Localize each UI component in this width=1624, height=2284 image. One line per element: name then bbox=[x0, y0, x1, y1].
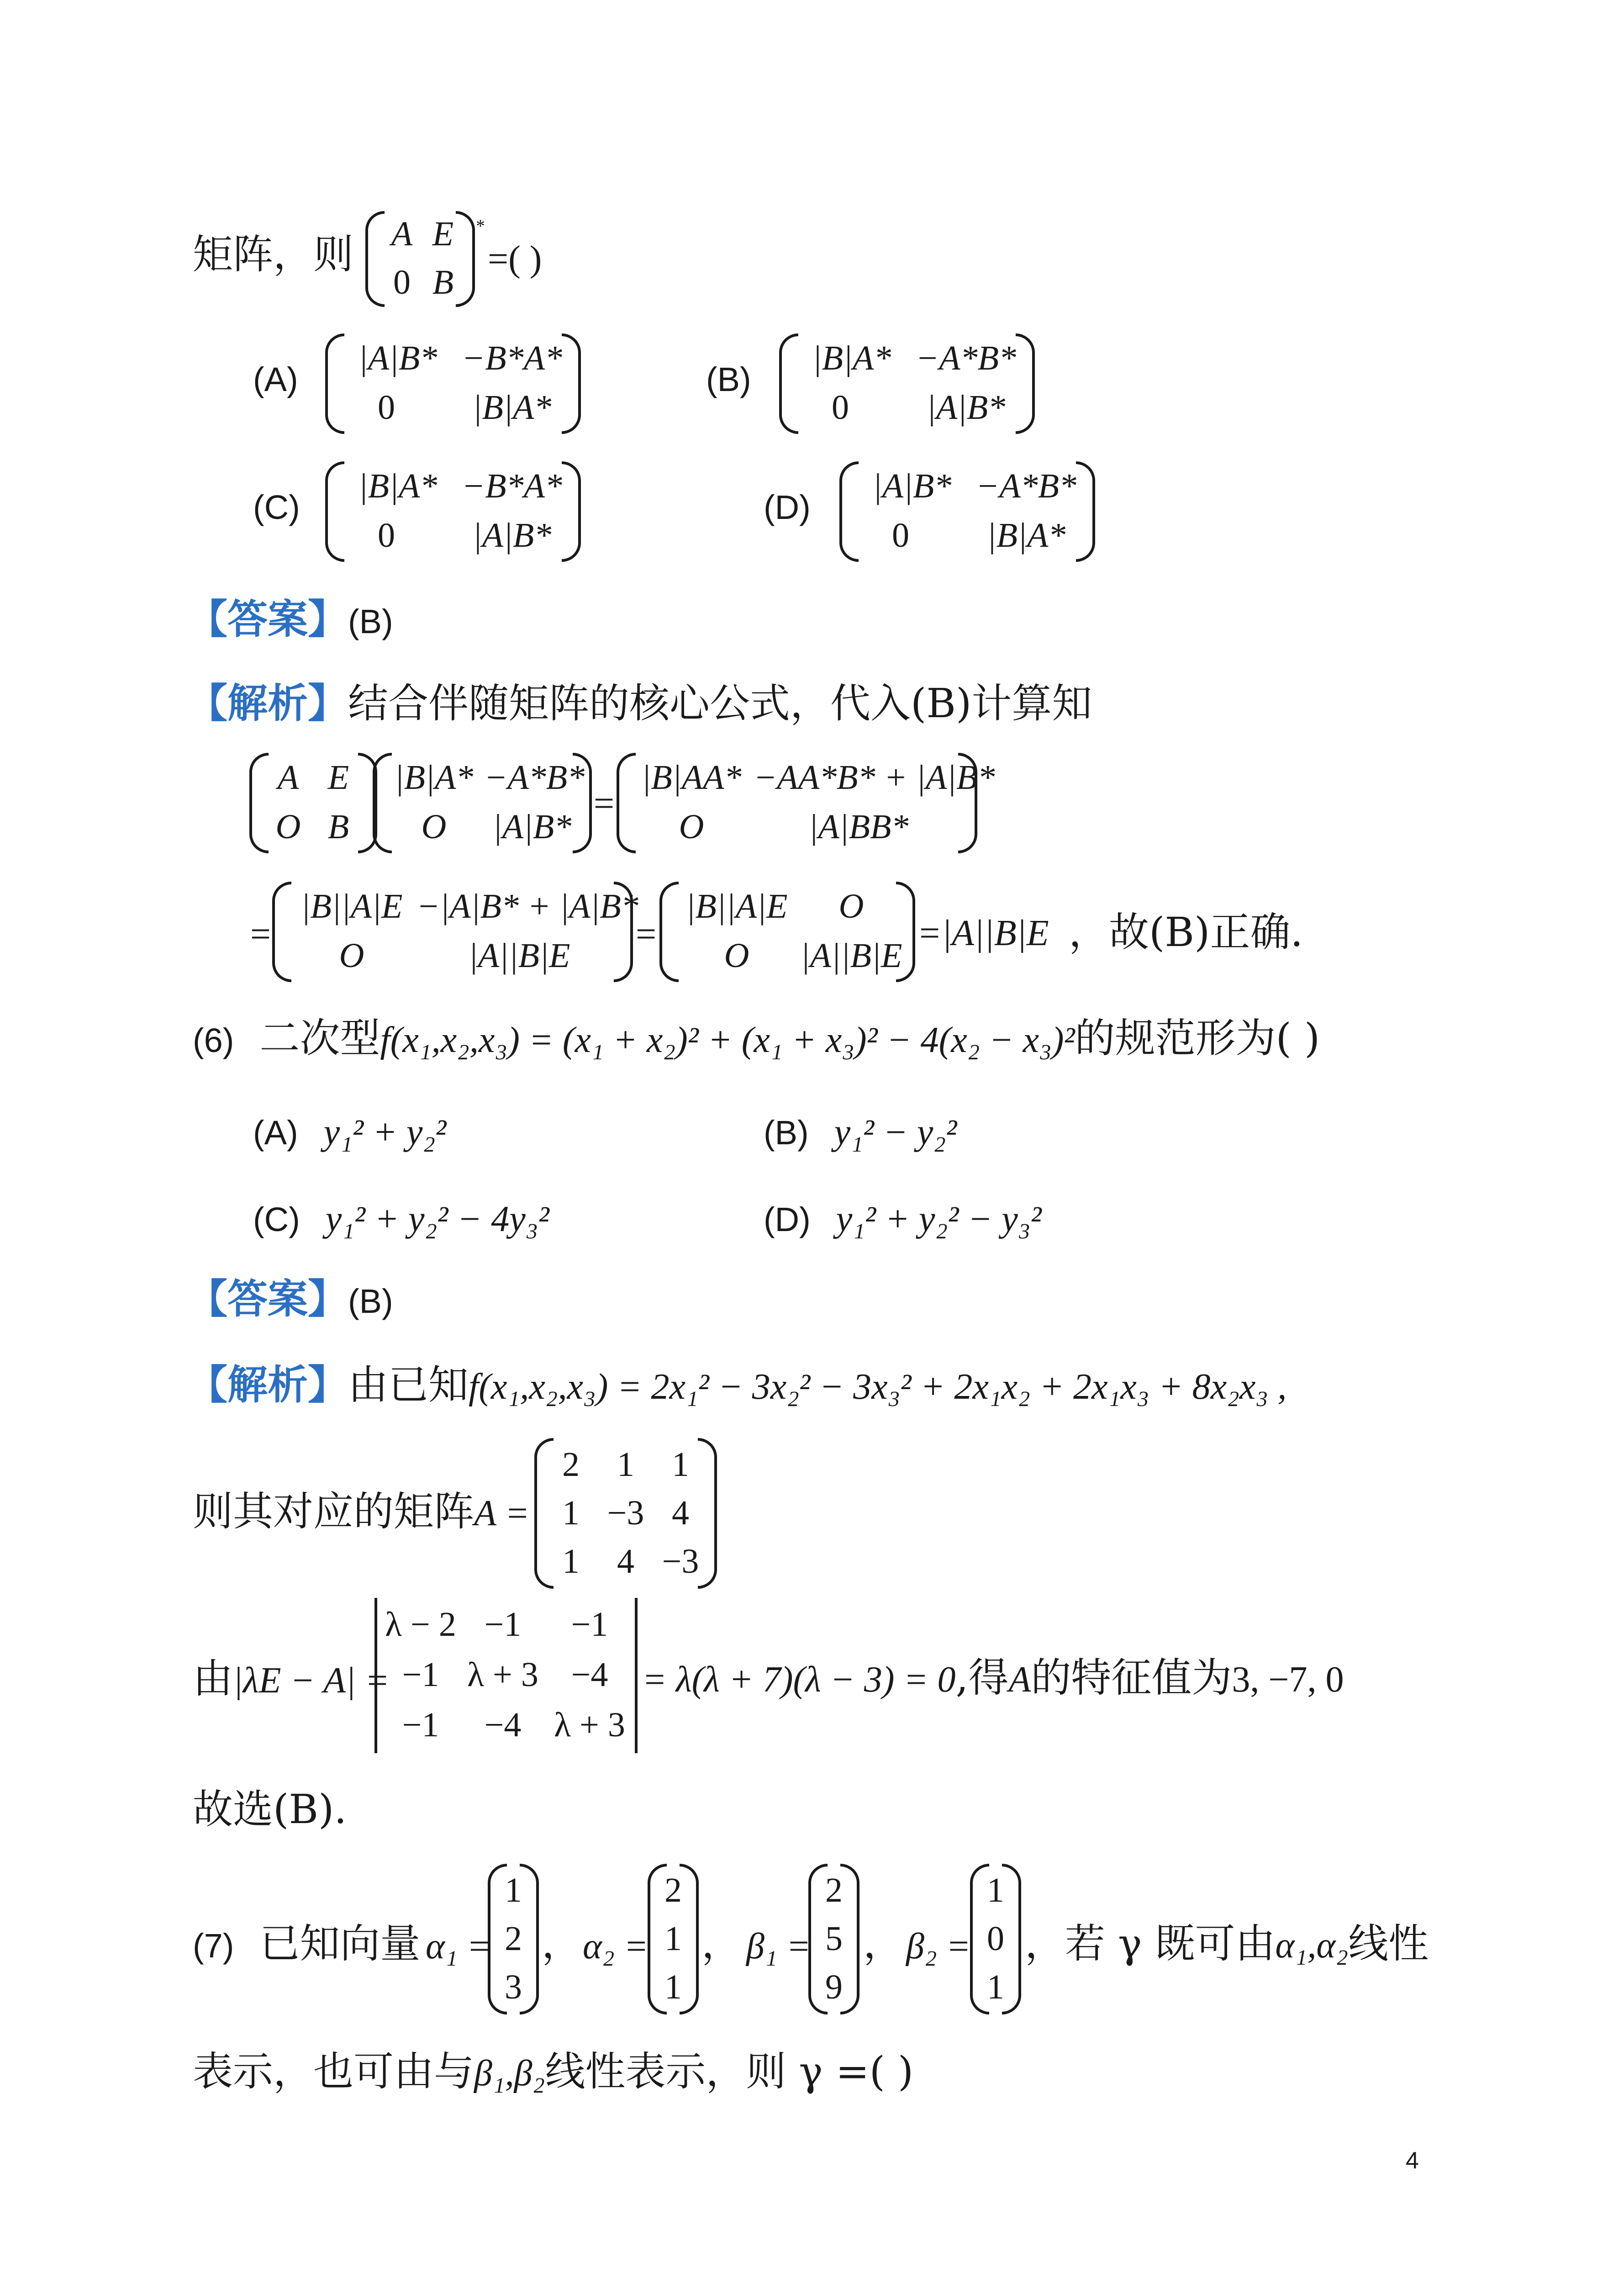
vector-name: α₂ = bbox=[583, 1926, 649, 1967]
matrix-cell: −1 bbox=[484, 1605, 522, 1644]
option-label: (A) bbox=[253, 1114, 298, 1152]
q6-number: (6) bbox=[193, 1021, 234, 1059]
vector-beta2 bbox=[970, 1864, 1021, 2014]
q6-det-result bbox=[642, 1653, 1344, 1705]
matrix-cell: |B||A|E bbox=[301, 887, 403, 925]
q7-line2 bbox=[193, 2046, 913, 2099]
matrix-cell: O bbox=[724, 936, 749, 975]
matrix-cell: −4 bbox=[484, 1706, 522, 1744]
eq2-tail: ，故(B)正确. bbox=[1069, 909, 1303, 956]
vector-entry: 2 bbox=[505, 1919, 522, 1958]
eq1-equals: = bbox=[594, 783, 615, 824]
q5-option-b-matrix bbox=[779, 333, 1035, 434]
matrix-cell: −A*B* bbox=[975, 467, 1077, 505]
q6-matrix-intro bbox=[193, 1486, 529, 1539]
q5-option-c-label: (C) bbox=[253, 488, 300, 526]
q6-option-d bbox=[764, 1192, 1042, 1245]
matrix-cell: O bbox=[679, 808, 704, 846]
matrix-cell: −|A|B* + |A|B* bbox=[417, 887, 638, 925]
vector-entry: 1 bbox=[664, 1968, 682, 2006]
vector-entry: 9 bbox=[825, 1968, 843, 2006]
q6-answer-line bbox=[187, 1274, 393, 1327]
matrix-intro-text: 则其对应的矩阵 bbox=[193, 1488, 475, 1535]
q6-determinant bbox=[373, 1598, 639, 1753]
matrix-cell: 4 bbox=[672, 1494, 689, 1532]
analysis-heading: 【解析】 bbox=[187, 679, 348, 727]
matrix-cell: E bbox=[432, 215, 454, 253]
matrix-cell: −1 bbox=[402, 1655, 439, 1694]
matrix-cell: 0 bbox=[393, 263, 411, 301]
vector-name: β₁ = bbox=[746, 1926, 811, 1967]
q6-conclusion: 故选(B). bbox=[193, 1786, 347, 1833]
det-rhs: = λ(λ + 7)(λ − 3) = 0 bbox=[642, 1660, 956, 1700]
vector-name: β₂ = bbox=[906, 1926, 971, 1967]
eq1-matrix-3 bbox=[617, 753, 995, 853]
q6-analysis-line bbox=[187, 1359, 1287, 1412]
matrix-cell: 1 bbox=[617, 1445, 634, 1484]
matrix-cell: −A*B* bbox=[915, 339, 1017, 377]
q7-number: (7) bbox=[193, 1927, 234, 1965]
q6-stem-b: 的规范形为( ) bbox=[1075, 1015, 1320, 1062]
answer-value: (B) bbox=[348, 1282, 393, 1320]
matrix-cell: −1 bbox=[571, 1605, 608, 1644]
matrix-cell: −B*A* bbox=[461, 467, 563, 505]
answer-heading: 【答案】 bbox=[187, 1275, 348, 1322]
matrix-cell: |B|A* bbox=[472, 388, 552, 427]
q7-stem-c: 线性 bbox=[1348, 1920, 1429, 1967]
q7-stem-b: ，若 γ 既可由 bbox=[1025, 1920, 1276, 1967]
matrix-cell: |B|AA* bbox=[641, 758, 742, 797]
q5-option-c-matrix bbox=[325, 461, 581, 562]
matrix-cell: |A||B|E bbox=[468, 936, 570, 975]
q7-line2-b: 线性表示，则 γ =( ) bbox=[545, 2048, 914, 2095]
matrix-cell: B bbox=[327, 808, 349, 846]
q7-alpha-vars: α₁,α₂ bbox=[1275, 1925, 1349, 1966]
matrix-cell: 0 bbox=[892, 516, 909, 555]
eq1-matrix-1 bbox=[249, 753, 377, 853]
comma: ， bbox=[542, 1920, 582, 1967]
vector-entry: 5 bbox=[825, 1919, 843, 1958]
eigenvalues: 3, −7, 0 bbox=[1232, 1660, 1344, 1700]
q7-line2-a: 表示，也可由与 bbox=[193, 2048, 475, 2095]
det-lhs: |λE − A| = bbox=[233, 1660, 390, 1701]
matrix-cell: 4 bbox=[617, 1542, 634, 1581]
matrix-cell: |B|A* bbox=[812, 339, 891, 377]
q5-analysis-line bbox=[187, 678, 1092, 729]
q5-answer-line bbox=[187, 594, 393, 647]
comma: ， bbox=[701, 1920, 742, 1967]
vector-entry: 1 bbox=[505, 1871, 522, 1909]
adjoint-star: * bbox=[476, 216, 485, 236]
vector-entry: 1 bbox=[987, 1871, 1004, 1909]
q6-formula: f(x₁,x₂,x₃) = (x₁ + x₂)² + (x₁ + x₃)² − 4(x₂ − x₃)² bbox=[380, 1020, 1075, 1060]
matrix-cell: −AA*B* + |A|B* bbox=[754, 758, 995, 797]
q6-matrix-A bbox=[534, 1438, 717, 1589]
matrix-cell: E bbox=[327, 758, 349, 797]
matrix-cell: O bbox=[275, 808, 301, 846]
matrix-cell: −4 bbox=[571, 1655, 608, 1694]
option-formula: y₁² + y₂² − 4y₃² bbox=[325, 1199, 549, 1239]
eq2-result: =|A||B|E bbox=[917, 913, 1049, 953]
det-tail-2: 的特征值为 bbox=[1031, 1654, 1232, 1701]
matrix-cell: B bbox=[432, 263, 454, 301]
q7-stem-a: 已知向量 bbox=[259, 1920, 421, 1967]
option-formula: y₁² + y₂² − y₃² bbox=[836, 1199, 1042, 1239]
matrix-cell: |B||A|E bbox=[685, 887, 788, 925]
matrix-cell: A bbox=[391, 215, 413, 253]
matrix-cell: 0 bbox=[378, 388, 395, 427]
eq2-matrix-2 bbox=[659, 882, 915, 982]
analysis-text: 由已知 bbox=[348, 1361, 469, 1408]
q6-stem-a: 二次型 bbox=[259, 1015, 380, 1062]
q5-stem-prefix: 矩阵，则 bbox=[193, 231, 354, 278]
matrix-cell: −B*A* bbox=[461, 339, 563, 377]
matrix-cell: 2 bbox=[562, 1445, 580, 1484]
q6-option-b bbox=[764, 1105, 957, 1158]
option-label: (C) bbox=[253, 1200, 300, 1238]
matrix-cell: −A*B* bbox=[484, 758, 585, 797]
matrix-cell: −3 bbox=[662, 1542, 699, 1581]
matrix-cell: |B|A* bbox=[358, 467, 438, 505]
analysis-heading: 【解析】 bbox=[187, 1361, 348, 1408]
matrix-lhs: A = bbox=[474, 1493, 530, 1533]
vector-entry: 1 bbox=[664, 1919, 682, 1958]
q5-stem-suffix: =( ) bbox=[488, 239, 542, 279]
answer-value: (B) bbox=[348, 603, 393, 640]
matrix-cell: 1 bbox=[672, 1445, 689, 1484]
q7-stem-start bbox=[193, 1919, 420, 1971]
q5-option-b-label: (B) bbox=[706, 360, 751, 398]
q5-option-a-matrix bbox=[325, 333, 581, 434]
q6-option-c bbox=[253, 1192, 549, 1245]
vector-alpha1 bbox=[488, 1864, 539, 2014]
option-formula: y₁² + y₂² bbox=[323, 1112, 447, 1153]
matrix-cell: O bbox=[339, 936, 364, 975]
matrix-cell: |A|B* bbox=[472, 516, 552, 555]
vector-beta1 bbox=[808, 1864, 859, 2014]
matrix-cell: λ − 2 bbox=[385, 1605, 456, 1644]
det-tail: ,得 bbox=[955, 1654, 1009, 1701]
vector-alpha2 bbox=[648, 1864, 699, 2014]
q5-option-d-matrix bbox=[839, 461, 1095, 562]
matrix-cell: O bbox=[838, 887, 864, 925]
det-intro-text: 由 bbox=[193, 1655, 233, 1702]
q5-option-a-label: (A) bbox=[253, 360, 298, 398]
comma: ， bbox=[863, 1920, 904, 1967]
matrix-cell: |B|A* bbox=[986, 516, 1066, 555]
option-label: (B) bbox=[764, 1114, 809, 1152]
eq1-matrix-2 bbox=[373, 753, 592, 853]
vector-entry: 2 bbox=[825, 1871, 843, 1909]
vector-entry: 1 bbox=[987, 1968, 1004, 2006]
q7-beta-vars: β₁,β₂ bbox=[474, 2053, 545, 2094]
matrix-cell: O bbox=[421, 808, 447, 846]
page-number: 4 bbox=[1406, 2147, 1419, 2174]
matrix-cell: |B|A* bbox=[394, 758, 474, 797]
matrix-cell: 0 bbox=[832, 388, 849, 427]
answer-heading: 【答案】 bbox=[187, 595, 348, 643]
vector-name: α₁ = bbox=[426, 1926, 491, 1967]
matrix-cell: −1 bbox=[402, 1706, 439, 1744]
matrix-cell: λ + 3 bbox=[467, 1655, 538, 1694]
matrix-cell: λ + 3 bbox=[554, 1706, 625, 1744]
option-formula: y₁² − y₂² bbox=[834, 1112, 957, 1153]
vector-entry: 3 bbox=[505, 1968, 522, 2006]
matrix-cell: −3 bbox=[607, 1494, 644, 1532]
matrix-cell: |A|B* bbox=[926, 388, 1006, 427]
matrix-cell: 1 bbox=[562, 1542, 580, 1581]
matrix-cell: |A|BB* bbox=[808, 808, 909, 846]
matrix-cell: A bbox=[277, 758, 299, 797]
analysis-formula: f(x₁,x₂,x₃) = 2x₁² − 3x₂² − 3x₃² + 2x₁x₂ + 2x₁x₃ + 8x₂x₃ , bbox=[469, 1367, 1287, 1407]
vector-entry: 2 bbox=[664, 1871, 682, 1909]
analysis-text: 结合伴随矩阵的核心公式，代入(B)计算知 bbox=[348, 680, 1092, 727]
eq2-matrix-1 bbox=[272, 882, 638, 982]
q6-det-intro bbox=[193, 1654, 390, 1706]
q5-stem-matrix bbox=[365, 211, 475, 307]
option-label: (D) bbox=[764, 1200, 811, 1238]
vector-entry: 0 bbox=[987, 1919, 1004, 1958]
matrix-cell: 1 bbox=[562, 1494, 580, 1532]
eq2-equals-2: = bbox=[636, 914, 657, 954]
q6-option-a bbox=[253, 1105, 446, 1158]
eq2-equals: = bbox=[250, 914, 271, 954]
matrix-cell: |A|B* bbox=[872, 467, 952, 505]
q6-stem bbox=[193, 1013, 1320, 1066]
matrix-cell: |A|B* bbox=[358, 339, 438, 377]
matrix-cell: |A|B* bbox=[492, 808, 572, 846]
det-tail-A: A bbox=[1008, 1660, 1031, 1700]
matrix-cell: |A||B|E bbox=[800, 936, 902, 975]
q5-option-d-label: (D) bbox=[764, 488, 811, 526]
q7-stem-tail bbox=[1025, 1919, 1429, 1971]
matrix-cell: 0 bbox=[378, 516, 395, 555]
